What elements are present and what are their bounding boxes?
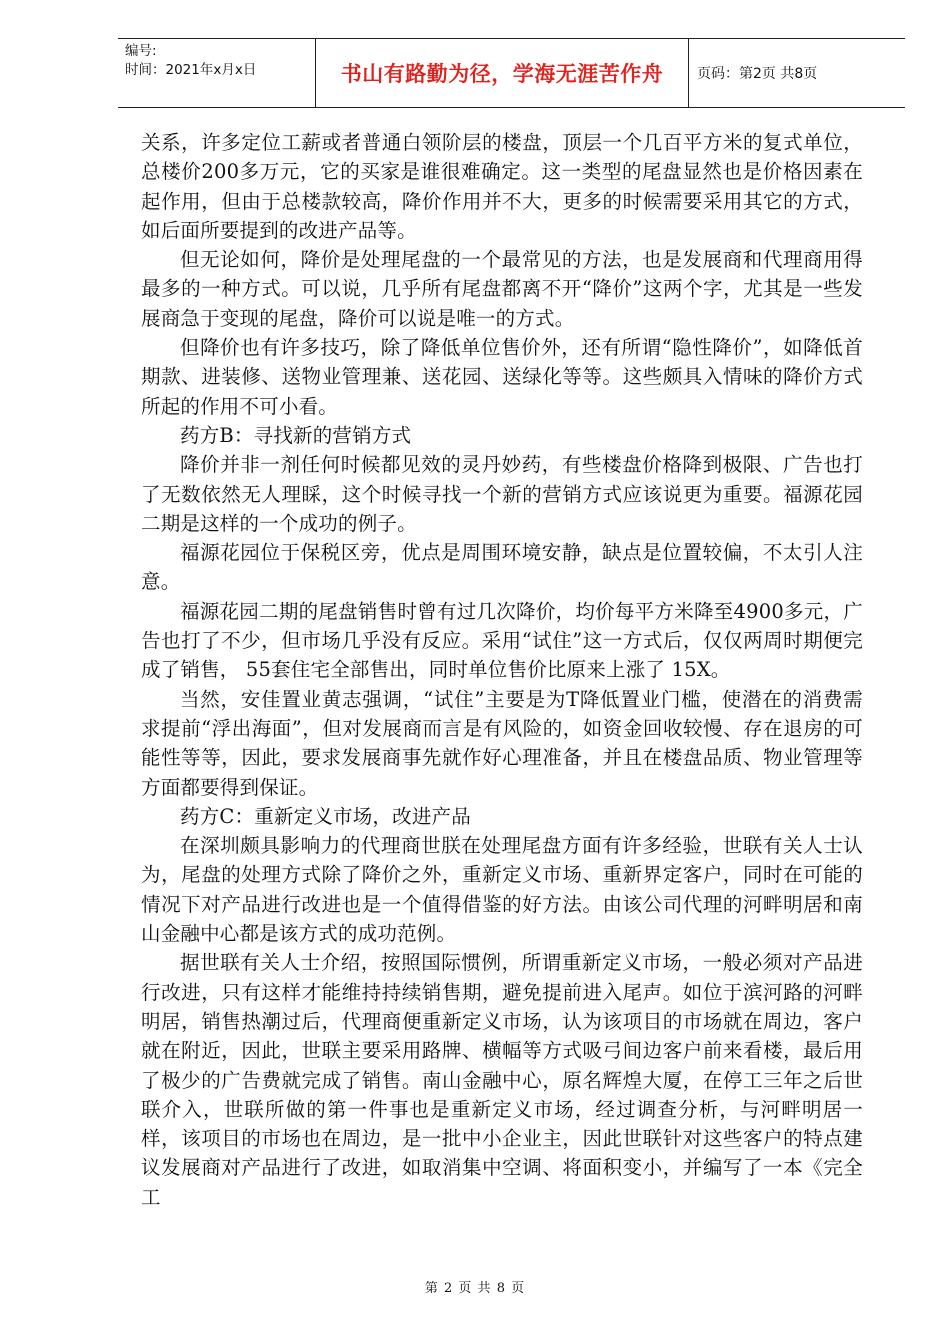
motto-text: 书山有路勤为径，学海无涯苦作舟	[340, 62, 664, 86]
document-body	[141, 128, 863, 1212]
page-header	[118, 38, 905, 108]
paragraph: 降价并非一剂任何时候都见效的灵丹妙药，有些楼盘价格降到极限、广告也打了无数依然无人理睬，这个时候寻找一个新的营销方式应该说更为重要。福源花园二期是这样的一个成功的例子。	[141, 453, 863, 535]
page-footer: 第 2 页 共 8 页	[424, 1281, 526, 1296]
paragraph: 在深圳颇具影响力的代理商世朕在处理尾盘方面有许多经验，世联有关人士认为，尾盘的处理方式除了降价之外，重新定义市场、重新界定客户，同时在可能的情况下对产品进行改进也是一个值得借鉴的好方法。由该公司代理的河畔明居和南山金融中心都是该方式的成功范例。	[141, 834, 863, 946]
header-meta	[118, 39, 316, 107]
paragraph: 福源花园二期的尾盘销售时曾有过几次降价，均价每平方米降至4900多元，广告也打了不少，但市场几乎没有反应。采用“试住”这一方式后，仅仅两周时期便完成了销售， 55套住宅全部售出，同时单位售价比原来上涨了 15X。	[141, 599, 863, 682]
paragraph: 福源花园位于保税区旁，优点是周围环境安静，缺点是位置较偏，不太引人注意。	[141, 541, 863, 594]
time-label: 时间：2021年x月x日	[125, 62, 257, 78]
paragraph: 但降价也有许多技巧，除了降低单位售价外，还有所谓“隐性降价”，如降低首期款、进装修、送物业管理兼、送花园、送绿化等等。这些颇具入情味的降价方式所起的作用不可小看。	[141, 336, 863, 418]
paragraph: 当然，安佳置业黄志强调，“试住”主要是为T降低置业门槛，使潜在的消费需求提前“浮出海面”，但对发展商而言是有风险的，如资金回收较慢、存在退房的可能性等等，因此，要求发展商事先就作好心理准备，并且在楼盘品质、物业管理等方面都要得到保证。	[141, 687, 863, 799]
section-heading: 药方B：寻找新的营销方式	[180, 423, 412, 447]
section-heading: 药方C：重新定义市场，改进产品	[180, 804, 471, 828]
paragraph: 关系，许多定位工薪或者普通白领阶层的楼盘，顶层一个几百平方米的复式单位，总楼价200多万元，它的买家是谁很难确定。这一类型的尾盘显然也是价格因素在起作用，但由于总楼款较高，降价作用并不大，更多的时候需要采用其它的方式，如后面所要提到的改进产品等。	[141, 131, 863, 242]
header-page-code	[689, 39, 905, 107]
number-label: 编号:	[125, 43, 157, 59]
paragraph: 据世联有关人士介绍，按照国际惯例，所谓重新定义市场，一般必须对产品进行改进，只有这样才能维持持续销售期，避免提前进入尾声。如位于滨河路的河畔明居，销售热潮过后，代理商便重新定义市场，认为该项目的市场就在周边，客户就在附近，因此，世联主要采用路牌、横幅等方式吸弓间边客户前来看楼，最后用了极少的广告费就完成了销售。南山金融中心，原名辉煌大厦，在停工三年之后世联介入，世联所做的第一件事也是重新定义市场，经过调查分析，与河畔明居一样，该项目的市场也在周边，是一批中小企业主，因此世联针对这些客户的特点建议发展商对产品进行了改进，如取消集中空调、将面积变小，并编写了一本《完全工	[141, 951, 863, 1209]
header-motto-cell	[316, 39, 689, 107]
paragraph: 但无论如何，降价是处理尾盘的一个最常见的方法，也是发展商和代理商用得最多的一种方式。可以说，几乎所有尾盘都离不开“降价”这两个字，尤其是一些发展商急于变现的尾盘，降价可以说是唯一的方式。	[141, 248, 863, 330]
page-code-text: 页码：第2页 共8页	[697, 66, 818, 82]
